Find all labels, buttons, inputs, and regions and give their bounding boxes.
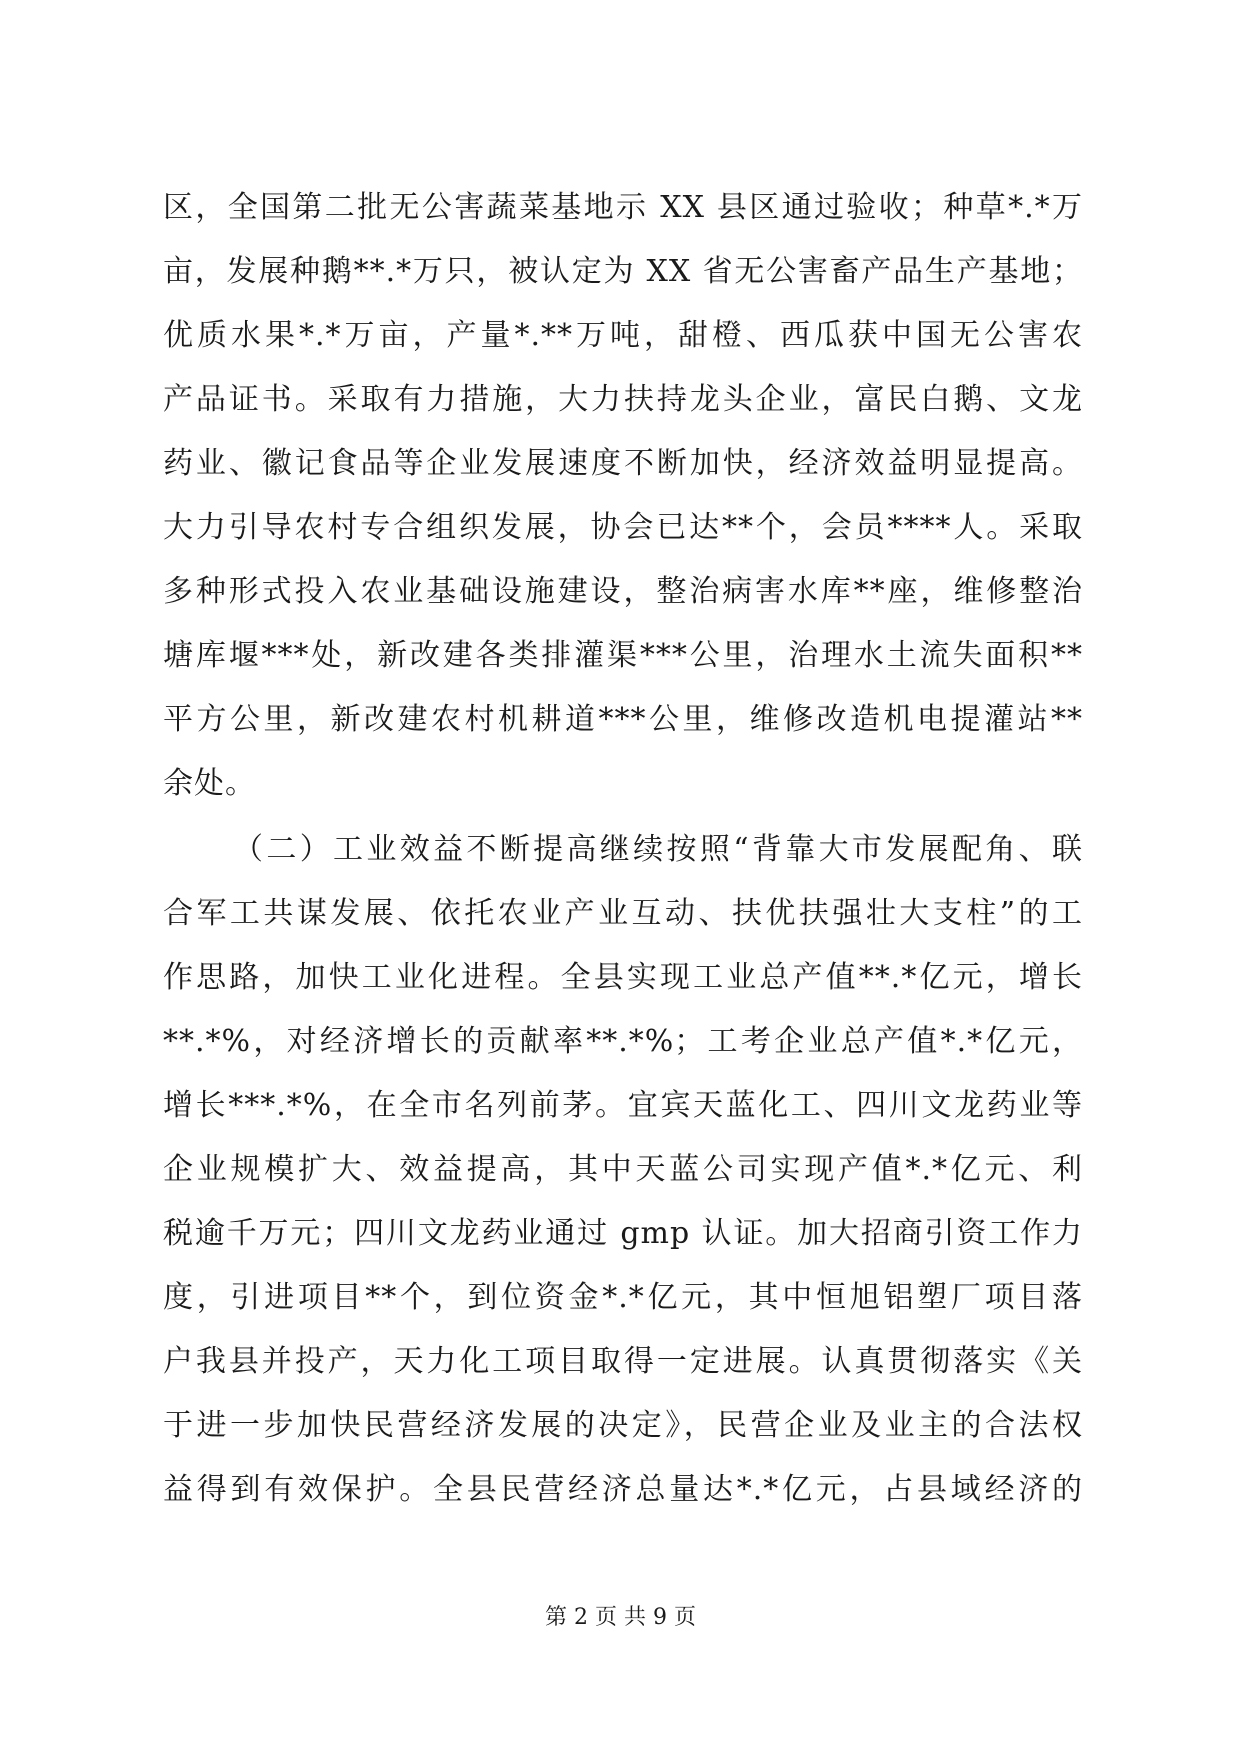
paragraph-1-line-9: 平方公里，新改建农村机耕道***公里，维修改造机电提灌站**: [163, 702, 1083, 737]
paragraph-1-line-8: 塘库堰***处，新改建各类排灌渠***公里，治理水土流失面积**: [163, 638, 1083, 673]
paragraph-2-line-2: 合军工共谋发展、依托农业产业互动、扶优扶强壮大支柱”的工: [163, 896, 1083, 931]
paragraph-2-line-8: 度，引进项目**个，到位资金*.*亿元，其中恒旭铝塑厂项目落: [163, 1280, 1083, 1315]
paragraph-1-line-4: 产品证书。采取有力措施，大力扶持龙头企业，富民白鹅、文龙: [163, 382, 1083, 417]
paragraph-2-line-1: （二）工业效益不断提高继续按照“背靠大市发展配角、联: [233, 832, 1083, 867]
page-number-footer: 第 2 页 共 9 页: [545, 1605, 696, 1630]
paragraph-2-line-6: 企业规模扩大、效益提高，其中天蓝公司实现产值*.*亿元、利: [163, 1152, 1083, 1187]
paragraph-2-line-7: 税逾千万元；四川文龙药业通过 gmp 认证。加大招商引资工作力: [163, 1216, 1083, 1251]
paragraph-1-line-5: 药业、徽记食品等企业发展速度不断加快，经济效益明显提高。: [163, 446, 1083, 481]
paragraph-1-line-7: 多种形式投入农业基础设施建设，整治病害水库**座，维修整治: [163, 574, 1083, 609]
paragraph-2-line-9: 户我县并投产，天力化工项目取得一定进展。认真贯彻落实《关: [163, 1344, 1083, 1379]
paragraph-1-line-1: 区，全国第二批无公害蔬菜基地示 XX 县区通过验收；种草*.*万: [163, 190, 1083, 225]
paragraph-2-line-11: 益得到有效保护。全县民营经济总量达*.*亿元，占县域经济的: [163, 1472, 1083, 1507]
paragraph-1-line-6: 大力引导农村专合组织发展，协会已达**个，会员****人。采取: [163, 510, 1083, 545]
paragraph-2-line-10: 于进一步加快民营经济发展的决定》，民营企业及业主的合法权: [163, 1408, 1083, 1443]
paragraph-1-line-2: 亩，发展种鹅**.*万只，被认定为 XX 省无公害畜产品生产基地；: [163, 254, 1083, 289]
paragraph-1-line-3: 优质水果*.*万亩，产量*.**万吨，甜橙、西瓜获中国无公害农: [163, 318, 1083, 353]
paragraph-2-line-5: 增长***.*%，在全市名列前茅。宜宾天蓝化工、四川文龙药业等: [163, 1088, 1083, 1123]
paragraph-1-line-10: 余处。: [163, 766, 256, 801]
paragraph-2-line-4: **.*%，对经济增长的贡献率**.*%；工考企业总产值*.*亿元，: [163, 1024, 1083, 1059]
paragraph-2-line-3: 作思路，加快工业化进程。全县实现工业总产值**.*亿元，增长: [163, 960, 1083, 995]
